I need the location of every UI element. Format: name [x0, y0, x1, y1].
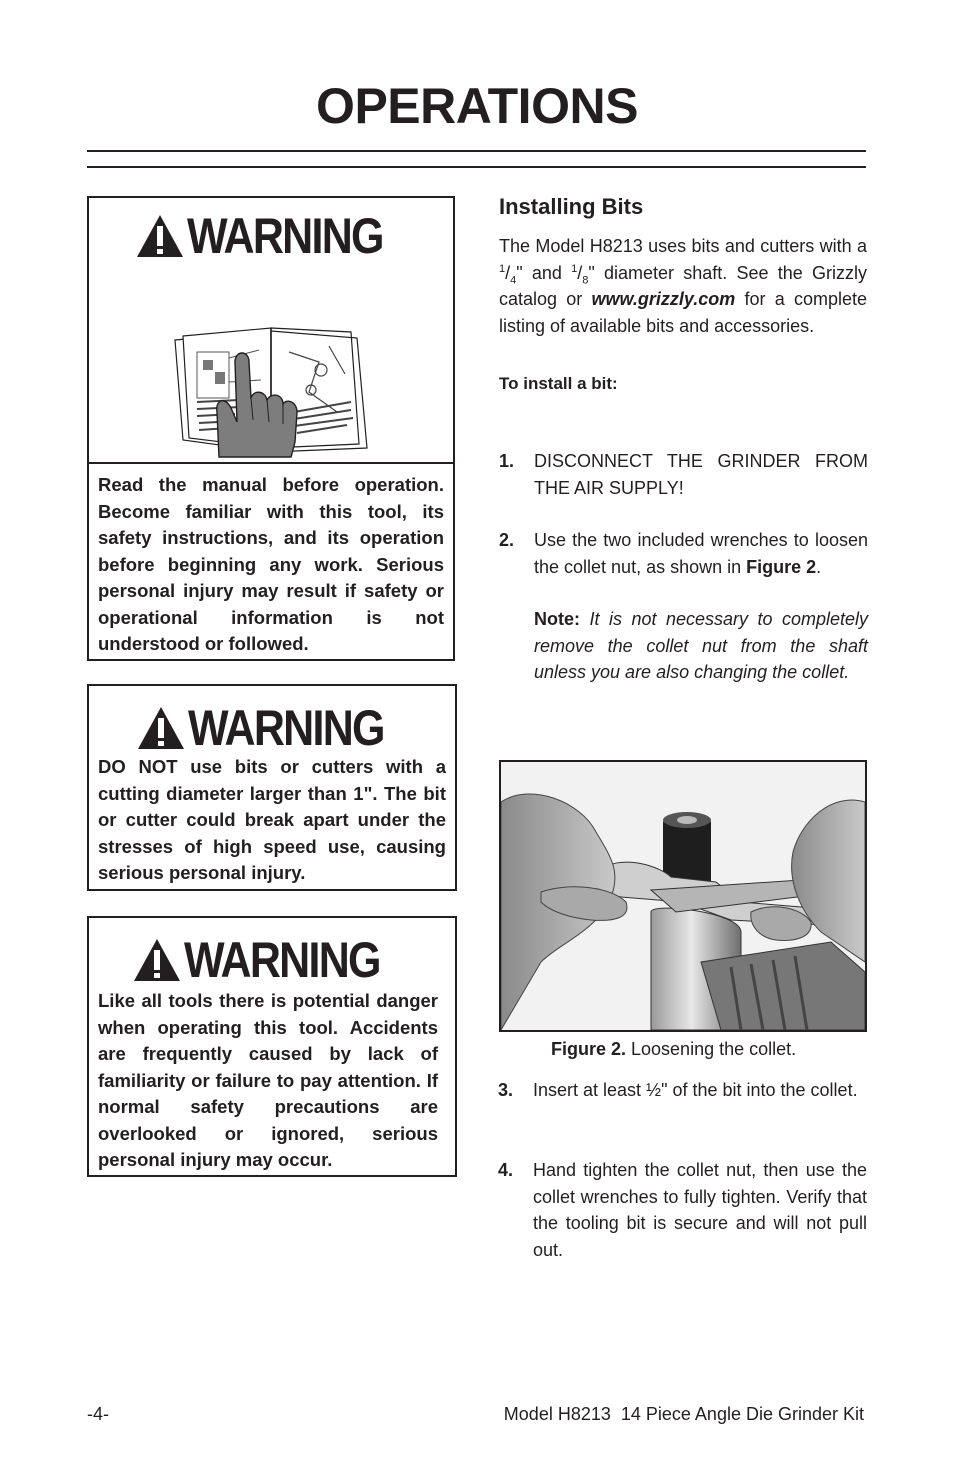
note: Note: It is not necessary to completely remove the collet nut from the shaft unless you are also changing the collet. [534, 609, 868, 682]
warning-heading: WARNING [188, 700, 384, 756]
title-rule-bottom [87, 166, 866, 168]
installing-bits-section [499, 194, 867, 398]
warning-box-manual [87, 196, 455, 661]
procedure-heading: To install a bit: [499, 374, 618, 393]
warning-heading: WARNING [187, 208, 383, 264]
collet-wrench-photo [501, 762, 865, 1030]
warning-triangle-icon [136, 705, 186, 751]
step-3: 3. Insert at least ½" of the bit into the collet. [498, 1080, 858, 1100]
section-heading: Installing Bits [499, 194, 644, 219]
warning-triangle-icon [135, 213, 185, 259]
warning-text: Like all tools there is potential danger when operating this tool. Accidents are frequently caused by lack of familiarity or failure to pay attention. If normal safety precautions are overlooked or ignored, serious personal injury may occur. [98, 990, 438, 1170]
page-title: OPERATIONS [316, 78, 638, 134]
read-manual-illustration [89, 262, 453, 462]
warning-header [98, 702, 446, 754]
figure-2-caption: Figure 2. Loosening the collet. [551, 1039, 797, 1059]
step-1: 1. DISCONNECT THE GRINDER FROM THE AIR SUPPLY! [499, 451, 868, 498]
warning-box-bit-size [87, 684, 457, 891]
grizzly-link[interactable]: www.grizzly.com [591, 289, 736, 309]
title-rule-top [87, 150, 866, 152]
warning-box-general [87, 916, 457, 1177]
intro-paragraph: The Model H8213 uses bits and cutters with a $^1/_4$" and $^1/_8$" diameter shaft. See the Grizzly catalog or www.grizzly.com for a complete listing of available bits and accessories. [499, 236, 867, 336]
warning-header [98, 934, 438, 986]
figure-2-photo [499, 760, 867, 1032]
step-4: 4. Hand tighten the collet nut, then use the collet wrenches to fully tighten. Verify that the tooling bit is secure and will not pull out. [498, 1160, 867, 1260]
warning-text: Read the manual before operation. Become familiar with this tool, its safety instructions, and its operation before beginning any work. Serious personal injury may result if safety or operational information is not understood or followed. [98, 474, 444, 654]
warning-heading: WARNING [184, 932, 380, 988]
page-number: -4- [87, 1404, 109, 1424]
step-2: 2. Use the two included wrenches to loosen the collet nut, as shown in Figure 2. Note: It is not necessary to completely remove the collet nut from the shaft unless you are also changing the collet. [499, 527, 868, 686]
warning-text: DO NOT use bits or cutters with a cutting diameter larger than 1". The bit or cutter could break apart under the stresses of high speed use, causing serious personal injury. [98, 756, 446, 883]
figure-reference: Figure 2 [746, 556, 817, 577]
warning-triangle-icon [132, 937, 182, 983]
footer-model: Model H8213 14 Piece Angle Die Grinder Kit [503, 1404, 864, 1424]
warning-header [89, 210, 453, 262]
